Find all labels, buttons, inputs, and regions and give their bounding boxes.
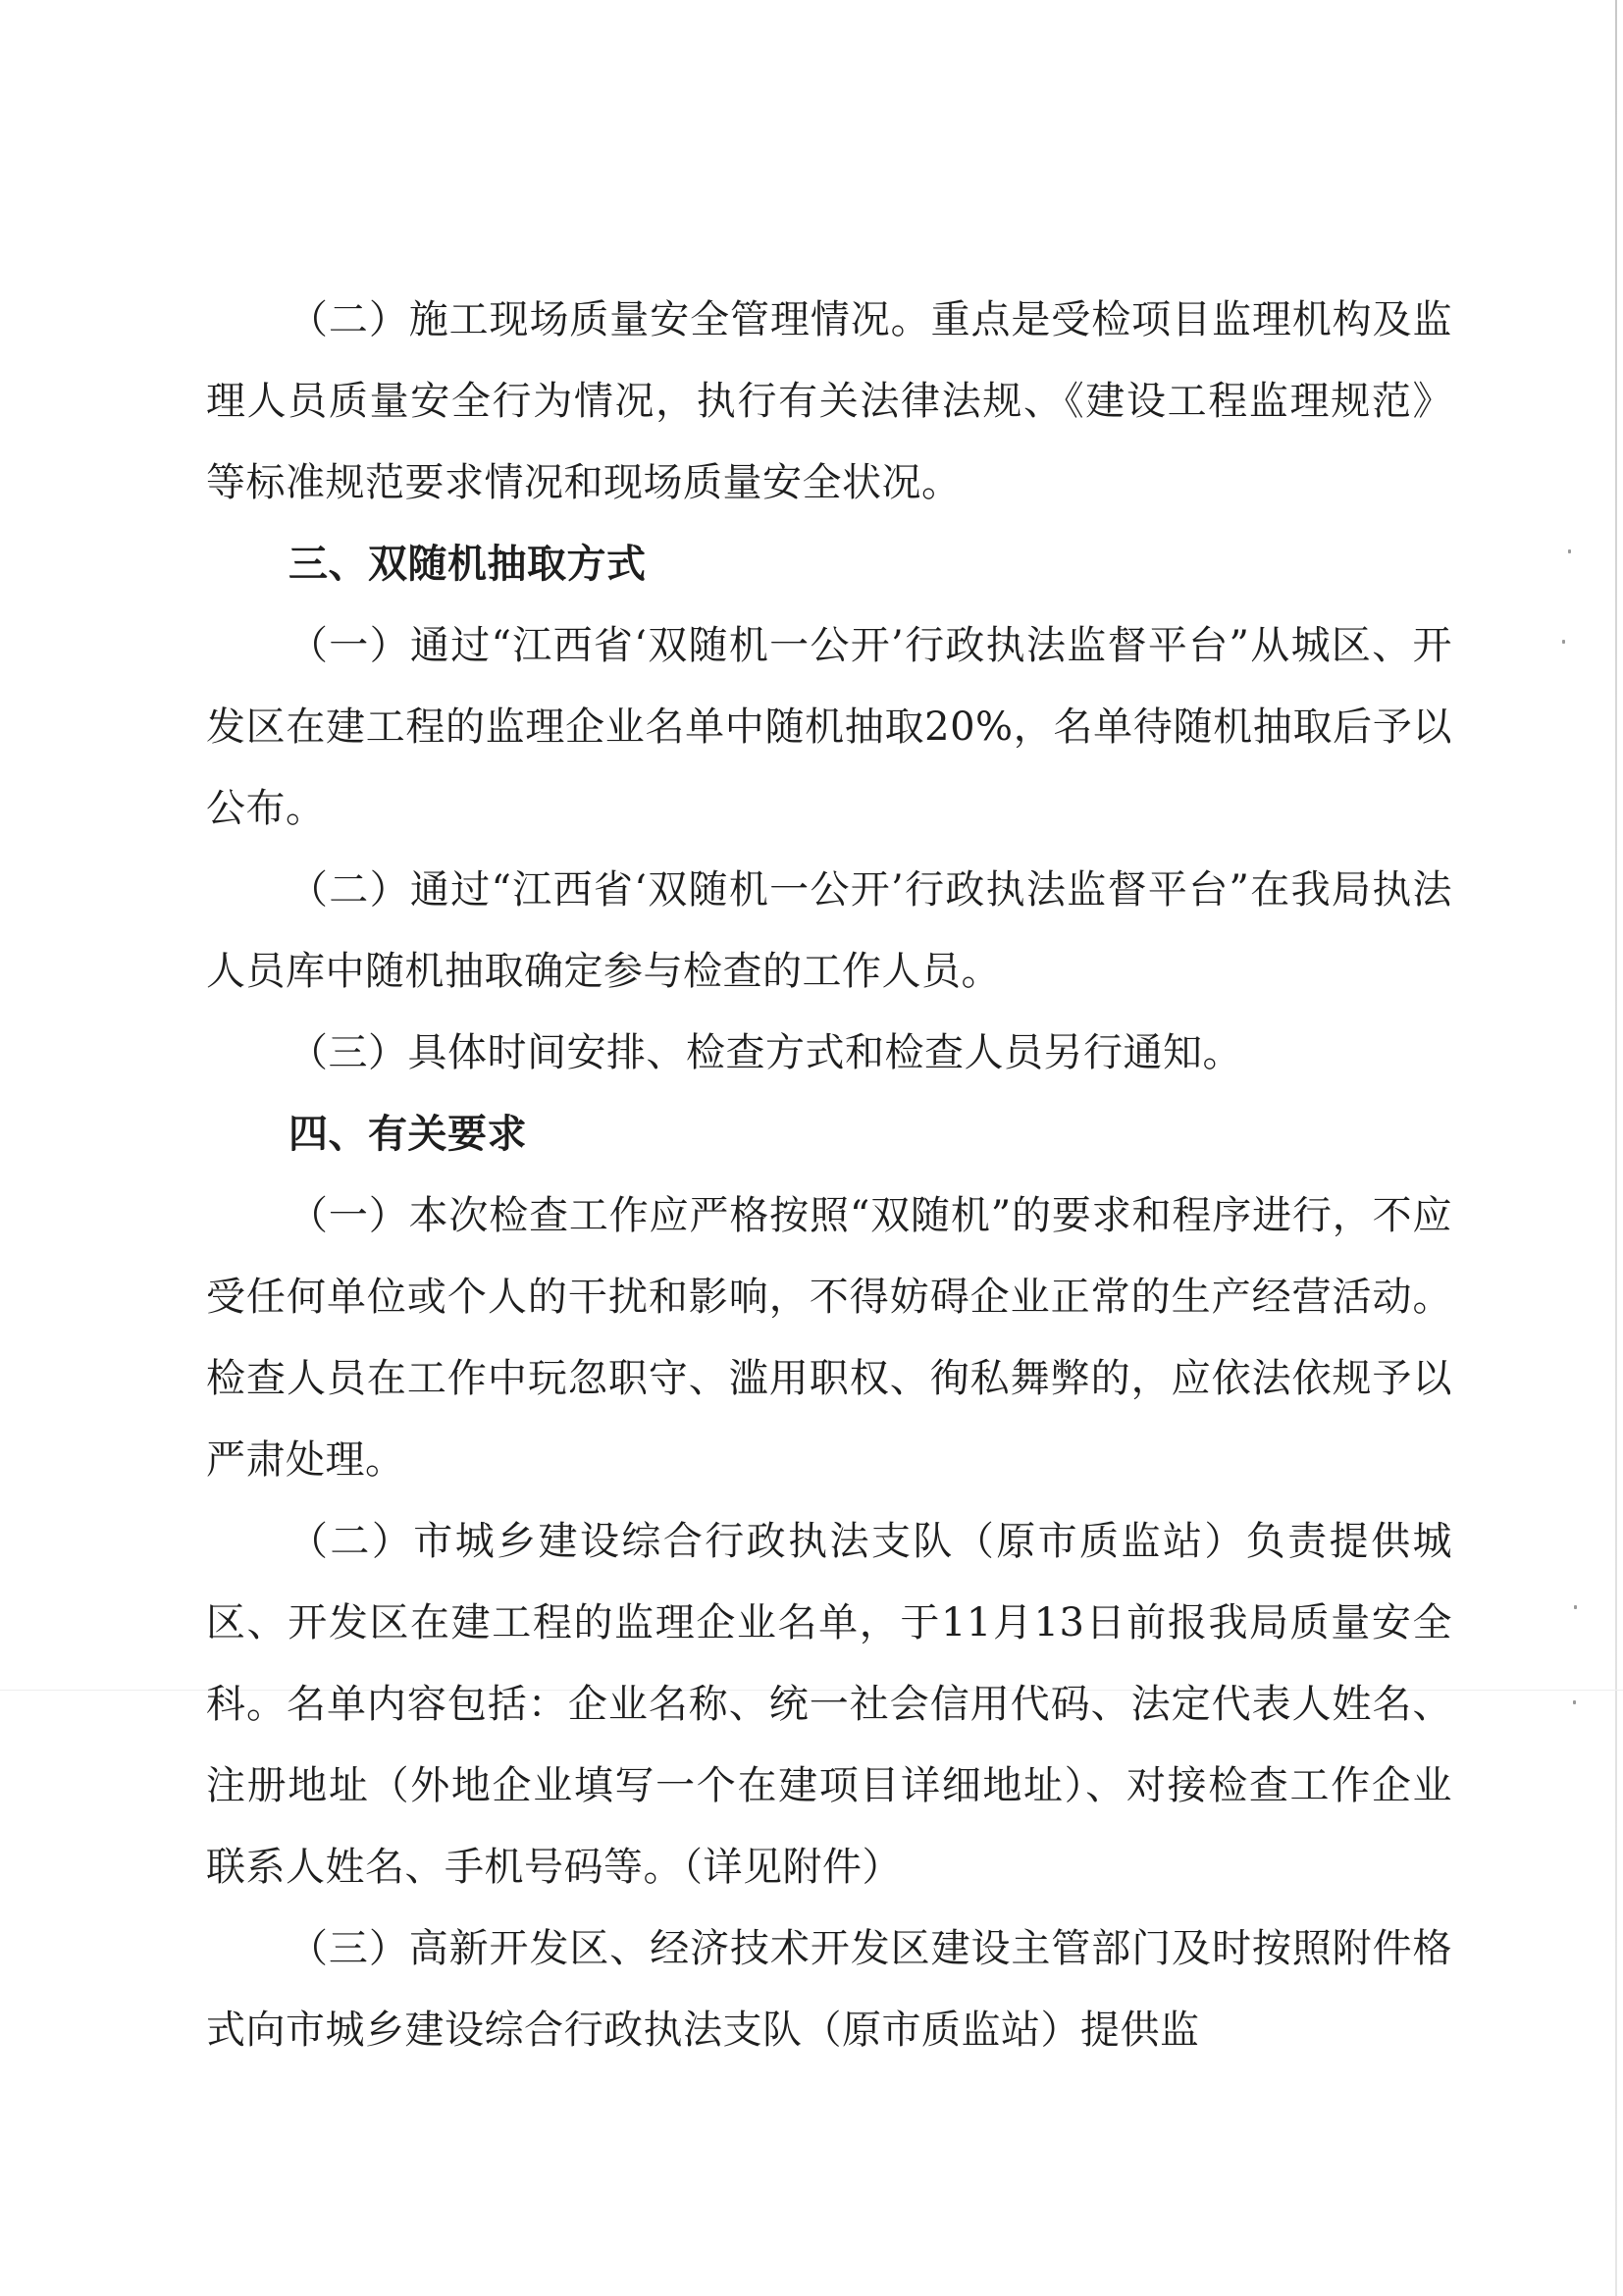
scan-speck: [1568, 549, 1571, 553]
paragraph-requirement-company-list: （二）市城乡建设综合行政执法支队（原市质监站）负责提供城区、开发区在建工程的监理企业名单，于11月13日前报我局质量安全科。名单内容包括：企业名称、统一社会信用代码、法定代表人姓名、注册地址（外地企业填写一个在建项目详细地址）、对接检查工作企业联系人姓名、手机号码等。（详见附件）: [206, 1519, 1452, 1890]
paragraph-schedule-notice: （三）具体时间安排、检查方式和检查人员另行通知。: [288, 1030, 1242, 1075]
paragraph-requirement-procedure: （一）本次检查工作应严格按照“双随机”的要求和程序进行，不应受任何单位或个人的干扰和影响，不得妨碍企业正常的生产经营活动。检查人员在工作中玩忽职守、滥用职权、徇私舞弊的，应依法依规予以严肃处理。: [206, 1193, 1452, 1483]
section-heading-sampling-method: 三、双随机抽取方式: [288, 542, 647, 587]
scan-edge-shadow: [1615, 0, 1617, 2296]
scan-speck: [1574, 1605, 1577, 1609]
paragraph-sampling-companies: （一）通过“江西省‘双随机一公开’行政执法监督平台”从城区、开发区在建工程的监理企业名单中随机抽取20%，名单待随机抽取后予以公布。: [206, 623, 1452, 831]
scan-speck: [1573, 1700, 1576, 1704]
paragraph-sampling-staff: （二）通过“江西省‘双随机一公开’行政执法监督平台”在我局执法人员库中随机抽取确定参与检查的工作人员。: [206, 867, 1452, 994]
section-heading-requirements: 四、有关要求: [288, 1112, 527, 1157]
paragraph-site-management: （二）施工现场质量安全管理情况。重点是受检项目监理机构及监理人员质量安全行为情况，执行有关法律法规、《建设工程监理规范》等标准规范要求情况和现场质量安全状况。: [206, 297, 1452, 505]
paragraph-requirement-dev-zones: （三）高新开发区、经济技术开发区建设主管部门及时按照附件格式向市城乡建设综合行政执法支队（原市质监站）提供监: [206, 1926, 1452, 2053]
scan-speck: [1562, 640, 1565, 644]
document-body: [206, 280, 1452, 2071]
